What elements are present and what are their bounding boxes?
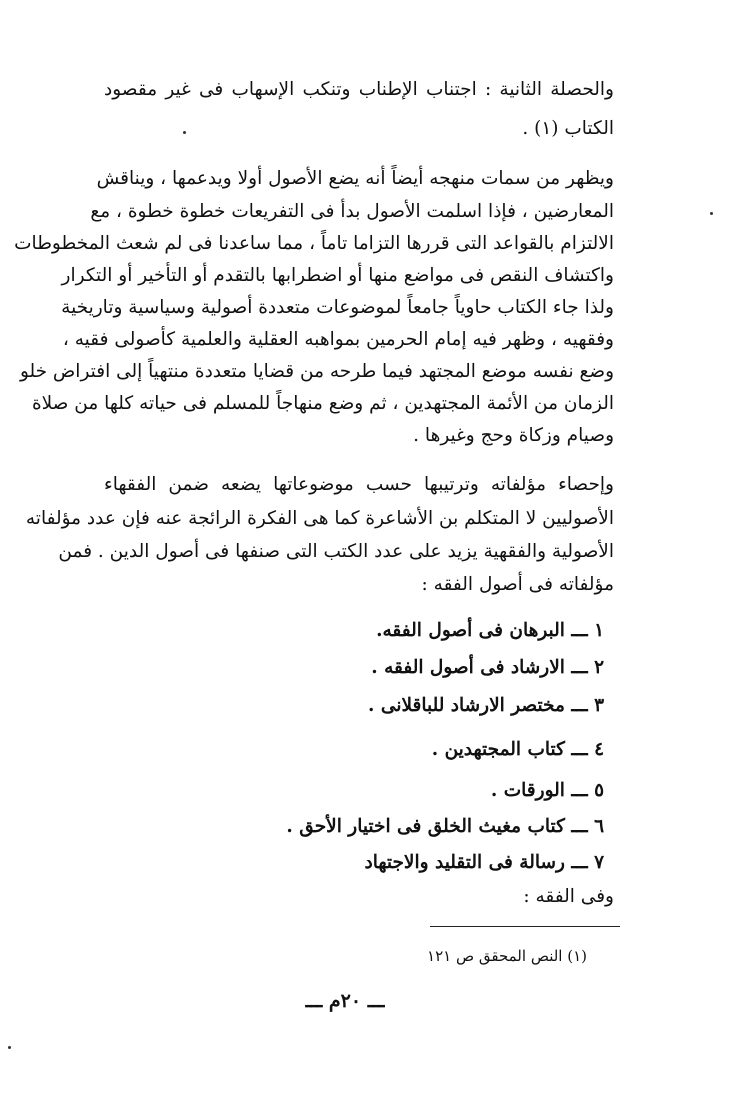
list-item: ١ ـــ البرهان فى أصول الفقه. xyxy=(376,620,604,641)
text-line: ولذا جاء الكتاب حاوياً جامعاً لموضوعات متعددة أصولية وسياسية وتاريخية xyxy=(61,297,614,318)
list-item: ٦ ـــ كتاب مغيث الخلق فى اختيار الأحق . xyxy=(286,816,604,837)
text-line: الأصوليين لا المتكلم بن الأشاعرة كما هى الفكرة الرائجة عنه فإن عدد مؤلفاته xyxy=(25,508,614,529)
text-line: الزمان من الأئمة المجتهدين ، ثم وضع منهاجاً للمسلم فى حياته كلها من صلاة xyxy=(31,393,614,414)
text-line: الأصولية والفقهية يزيد على عدد الكتب التى صنفها فى أصول الدين . فمن xyxy=(58,541,614,562)
footnote-divider xyxy=(430,926,620,927)
page-number: ـــ ٢٠م ـــ xyxy=(305,990,385,1012)
text-line: الكتاب (١) . xyxy=(522,118,614,139)
list-item: ٥ ـــ الورقات . xyxy=(490,780,604,801)
text-line: الالتزام بالقواعد التى قررها التزاما تاماً ، مما ساعدنا فى لم شعث المخطوطات xyxy=(14,233,614,254)
list-item: ٧ ـــ رسالة فى التقليد والاجتهاد xyxy=(364,852,604,873)
text-line: ويظهر من سمات منهجه أيضاً أنه يضع الأصول أولا ويدعمها ، ويناقش xyxy=(96,168,614,189)
text-line: واكتشاف النقص فى مواضع منها أو اضطرابها بالتقدم أو التأخير أو التكرار xyxy=(61,265,614,286)
text-line: وإحصاء مؤلفاته وترتيبها حسب موضوعاتها يضعه ضمن الفقهاء xyxy=(104,474,614,495)
list-item: ٣ ـــ مختصر الارشاد للباقلانى . xyxy=(368,695,604,716)
scan-speck xyxy=(8,1046,11,1049)
section-heading: وفى الفقه : xyxy=(523,886,614,907)
footnote: (١) النص المحقق ص ١٢١ xyxy=(427,947,587,965)
text-line: والحصلة الثانية : اجتناب الإطناب وتنكب الإسهاب فى غير مقصود xyxy=(104,79,614,100)
text-line: وصيام وزكاة وحج وغيرها . xyxy=(413,425,614,446)
scan-speck xyxy=(710,212,713,215)
list-item: ٢ ـــ الارشاد فى أصول الفقه . xyxy=(371,657,604,678)
scan-speck xyxy=(183,131,186,134)
list-item: ٤ ـــ كتاب المجتهدين . xyxy=(431,739,604,760)
text-line: المعارضين ، فإذا اسلمت الأصول بدأ فى التفريعات خطوة خطوة ، مع xyxy=(90,201,614,222)
text-line: وضع نفسه موضع المجتهد فيما طرحه من قضايا متعددة منتهياً إلى افتراض خلو xyxy=(19,361,614,382)
text-line: وفقهيه ، وظهر فيه إمام الحرمين بمواهبه العقلية والعلمية كأصولى فقيه ، xyxy=(62,329,614,350)
text-line: مؤلفاته فى أصول الفقه : xyxy=(421,574,614,595)
